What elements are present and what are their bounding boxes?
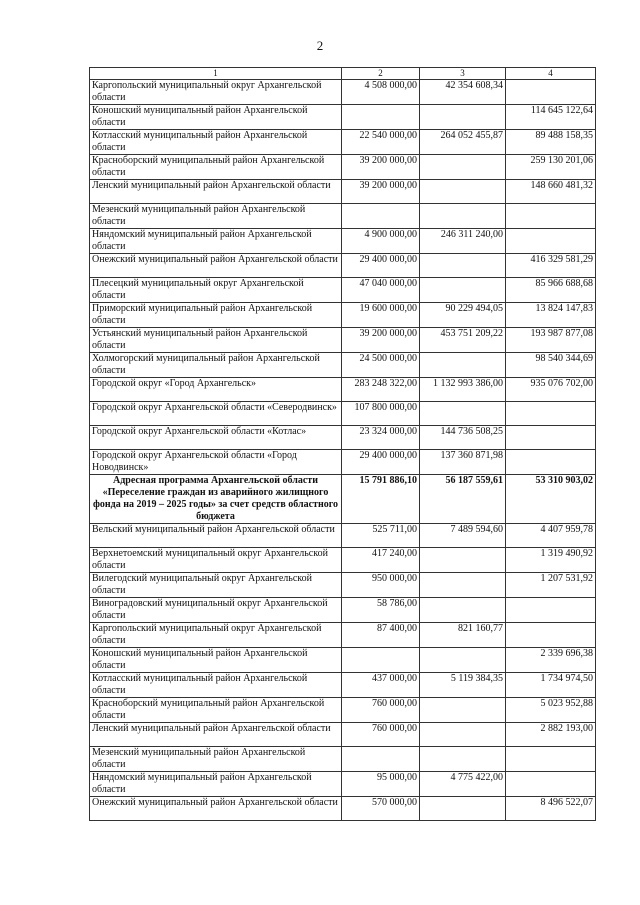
table-row	[90, 450, 596, 475]
amount-col2-cell: 4 508 000,00	[342, 80, 420, 105]
amount-col3-cell	[420, 402, 506, 426]
amount-col2-cell: 437 000,00	[342, 673, 420, 698]
amount-col4-cell: 416 329 581,29	[506, 254, 596, 278]
municipality-name-cell: Каргопольский муниципальный округ Архангельской области	[90, 623, 342, 648]
amount-col2-cell: 23 324 000,00	[342, 426, 420, 450]
amount-col3-cell: 144 736 508,25	[420, 426, 506, 450]
amount-col4-cell	[506, 402, 596, 426]
amount-col2-cell: 22 540 000,00	[342, 130, 420, 155]
amount-col3-cell	[420, 278, 506, 303]
amount-col2-cell: 15 791 886,10	[342, 475, 420, 524]
amount-col2-cell: 760 000,00	[342, 698, 420, 723]
table-header-row	[90, 68, 596, 80]
table-row	[90, 524, 596, 548]
amount-col2-cell: 283 248 322,00	[342, 378, 420, 402]
amount-col4-cell: 193 987 877,08	[506, 328, 596, 353]
municipality-name-cell: Котласский муниципальный район Архангельской области	[90, 130, 342, 155]
table-row	[90, 747, 596, 772]
municipality-name-cell: Городской округ Архангельской области «Котлас»	[90, 426, 342, 450]
amount-col2-cell: 760 000,00	[342, 723, 420, 747]
amount-col3-cell: 7 489 594,60	[420, 524, 506, 548]
amount-col2-cell: 417 240,00	[342, 548, 420, 573]
municipality-name-cell: Няндомский муниципальный район Архангельской области	[90, 772, 342, 797]
amount-col3-cell	[420, 204, 506, 229]
amount-col3-cell: 56 187 559,61	[420, 475, 506, 524]
amount-col2-cell	[342, 747, 420, 772]
amount-col3-cell: 137 360 871,98	[420, 450, 506, 475]
amount-col4-cell	[506, 204, 596, 229]
municipality-name-cell: Мезенский муниципальный район Архангельской области	[90, 204, 342, 229]
amount-col3-cell	[420, 797, 506, 821]
amount-col4-cell	[506, 598, 596, 623]
table-row	[90, 229, 596, 254]
amount-col4-cell: 2 339 696,38	[506, 648, 596, 673]
municipality-name-cell: Красноборский муниципальный район Архангельской области	[90, 155, 342, 180]
table-row	[90, 426, 596, 450]
amount-col4-cell: 53 310 903,02	[506, 475, 596, 524]
municipality-name-cell: Красноборский муниципальный район Архангельской области	[90, 698, 342, 723]
table-row	[90, 254, 596, 278]
amount-col4-cell	[506, 772, 596, 797]
amount-col3-cell	[420, 598, 506, 623]
table-body	[90, 80, 596, 821]
amount-col2-cell: 107 800 000,00	[342, 402, 420, 426]
amount-col2-cell: 87 400,00	[342, 623, 420, 648]
amount-col3-cell	[420, 155, 506, 180]
amount-col4-cell: 4 407 959,78	[506, 524, 596, 548]
municipality-name-cell: Адресная программа Архангельской области «Переселение граждан из аварийного жилищного фонда на 2019 – 2025 годы» за счет средств областного бюджета	[90, 475, 342, 524]
amount-col4-cell: 935 076 702,00	[506, 378, 596, 402]
table-row	[90, 328, 596, 353]
table-row	[90, 378, 596, 402]
municipality-name-cell: Коношский муниципальный район Архангельской области	[90, 105, 342, 130]
municipality-name-cell: Виноградовский муниципальный округ Архангельской области	[90, 598, 342, 623]
amount-col2-cell: 525 711,00	[342, 524, 420, 548]
table-row	[90, 303, 596, 328]
municipality-name-cell: Каргопольский муниципальный округ Архангельской области	[90, 80, 342, 105]
amount-col2-cell: 95 000,00	[342, 772, 420, 797]
amount-col4-cell: 148 660 481,32	[506, 180, 596, 204]
table-row	[90, 698, 596, 723]
amount-col2-cell: 39 200 000,00	[342, 180, 420, 204]
amount-col3-cell	[420, 648, 506, 673]
table-row	[90, 130, 596, 155]
amount-col4-cell: 89 488 158,35	[506, 130, 596, 155]
amount-col3-cell	[420, 548, 506, 573]
amount-col4-cell: 8 496 522,07	[506, 797, 596, 821]
municipality-name-cell: Верхнетоемский муниципальный округ Архангельской области	[90, 548, 342, 573]
amount-col4-cell: 259 130 201,06	[506, 155, 596, 180]
municipality-name-cell: Плесецкий муниципальный округ Архангельской области	[90, 278, 342, 303]
amount-col4-cell: 85 966 688,68	[506, 278, 596, 303]
table-row	[90, 598, 596, 623]
amount-col3-cell: 453 751 209,22	[420, 328, 506, 353]
amount-col4-cell: 1 319 490,92	[506, 548, 596, 573]
amount-col2-cell: 58 786,00	[342, 598, 420, 623]
amount-col3-cell	[420, 254, 506, 278]
municipality-name-cell: Онежский муниципальный район Архангельской области	[90, 797, 342, 821]
table-row	[90, 723, 596, 747]
amount-col2-cell: 4 900 000,00	[342, 229, 420, 254]
amount-col3-cell	[420, 353, 506, 378]
amount-col3-cell: 246 311 240,00	[420, 229, 506, 254]
amount-col4-cell	[506, 623, 596, 648]
amount-col3-cell	[420, 698, 506, 723]
amount-col4-cell: 2 882 193,00	[506, 723, 596, 747]
column-header-4: 4	[506, 68, 596, 80]
amount-col3-cell	[420, 105, 506, 130]
budget-table	[89, 67, 596, 821]
amount-col2-cell: 19 600 000,00	[342, 303, 420, 328]
amount-col4-cell: 5 023 952,88	[506, 698, 596, 723]
municipality-name-cell: Городской округ «Город Архангельск»	[90, 378, 342, 402]
amount-col2-cell: 570 000,00	[342, 797, 420, 821]
municipality-name-cell: Устьянский муниципальный район Архангельской области	[90, 328, 342, 353]
column-header-1: 1	[90, 68, 342, 80]
amount-col4-cell	[506, 229, 596, 254]
table-row	[90, 278, 596, 303]
amount-col2-cell: 39 200 000,00	[342, 328, 420, 353]
table-row	[90, 80, 596, 105]
municipality-name-cell: Городской округ Архангельской области «Город Новодвинск»	[90, 450, 342, 475]
amount-col2-cell	[342, 648, 420, 673]
page-number: 2	[316, 38, 324, 53]
amount-col3-cell: 1 132 993 386,00	[420, 378, 506, 402]
table-row	[90, 648, 596, 673]
municipality-name-cell: Ленский муниципальный район Архангельской области	[90, 723, 342, 747]
municipality-name-cell: Котласский муниципальный район Архангельской области	[90, 673, 342, 698]
amount-col3-cell: 4 775 422,00	[420, 772, 506, 797]
municipality-name-cell: Ленский муниципальный район Архангельской области	[90, 180, 342, 204]
municipality-name-cell: Холмогорский муниципальный район Архангельской области	[90, 353, 342, 378]
table-row	[90, 105, 596, 130]
municipality-name-cell: Вельский муниципальный район Архангельской области	[90, 524, 342, 548]
column-header-2: 2	[342, 68, 420, 80]
amount-col4-cell: 114 645 122,64	[506, 105, 596, 130]
table-section-row	[90, 475, 596, 524]
amount-col4-cell	[506, 80, 596, 105]
table-row	[90, 573, 596, 598]
municipality-name-cell: Онежский муниципальный район Архангельской области	[90, 254, 342, 278]
amount-col2-cell: 24 500 000,00	[342, 353, 420, 378]
amount-col2-cell: 950 000,00	[342, 573, 420, 598]
amount-col4-cell: 98 540 344,69	[506, 353, 596, 378]
table-row	[90, 772, 596, 797]
table-row	[90, 548, 596, 573]
table-row	[90, 797, 596, 821]
table-row	[90, 402, 596, 426]
amount-col3-cell	[420, 723, 506, 747]
amount-col2-cell: 47 040 000,00	[342, 278, 420, 303]
amount-col4-cell	[506, 426, 596, 450]
table-row	[90, 204, 596, 229]
amount-col3-cell: 90 229 494,05	[420, 303, 506, 328]
amount-col2-cell	[342, 105, 420, 130]
table-row	[90, 673, 596, 698]
amount-col4-cell: 1 207 531,92	[506, 573, 596, 598]
municipality-name-cell: Приморский муниципальный район Архангельской области	[90, 303, 342, 328]
amount-col3-cell	[420, 180, 506, 204]
table-row	[90, 155, 596, 180]
amount-col3-cell	[420, 747, 506, 772]
municipality-name-cell: Коношский муниципальный район Архангельской области	[90, 648, 342, 673]
amount-col3-cell: 821 160,77	[420, 623, 506, 648]
table-row	[90, 623, 596, 648]
amount-col4-cell	[506, 450, 596, 475]
amount-col2-cell	[342, 204, 420, 229]
amount-col4-cell: 1 734 974,50	[506, 673, 596, 698]
column-header-3: 3	[420, 68, 506, 80]
amount-col3-cell	[420, 573, 506, 598]
municipality-name-cell: Городской округ Архангельской области «Северодвинск»	[90, 402, 342, 426]
municipality-name-cell: Мезенский муниципальный район Архангельской области	[90, 747, 342, 772]
table-row	[90, 180, 596, 204]
amount-col2-cell: 29 400 000,00	[342, 450, 420, 475]
amount-col3-cell: 5 119 384,35	[420, 673, 506, 698]
amount-col4-cell	[506, 747, 596, 772]
amount-col2-cell: 29 400 000,00	[342, 254, 420, 278]
municipality-name-cell: Вилегодский муниципальный округ Архангельской области	[90, 573, 342, 598]
table-row	[90, 353, 596, 378]
amount-col3-cell: 264 052 455,87	[420, 130, 506, 155]
amount-col4-cell: 13 824 147,83	[506, 303, 596, 328]
amount-col3-cell: 42 354 608,34	[420, 80, 506, 105]
amount-col2-cell: 39 200 000,00	[342, 155, 420, 180]
municipality-name-cell: Няндомский муниципальный район Архангельской области	[90, 229, 342, 254]
